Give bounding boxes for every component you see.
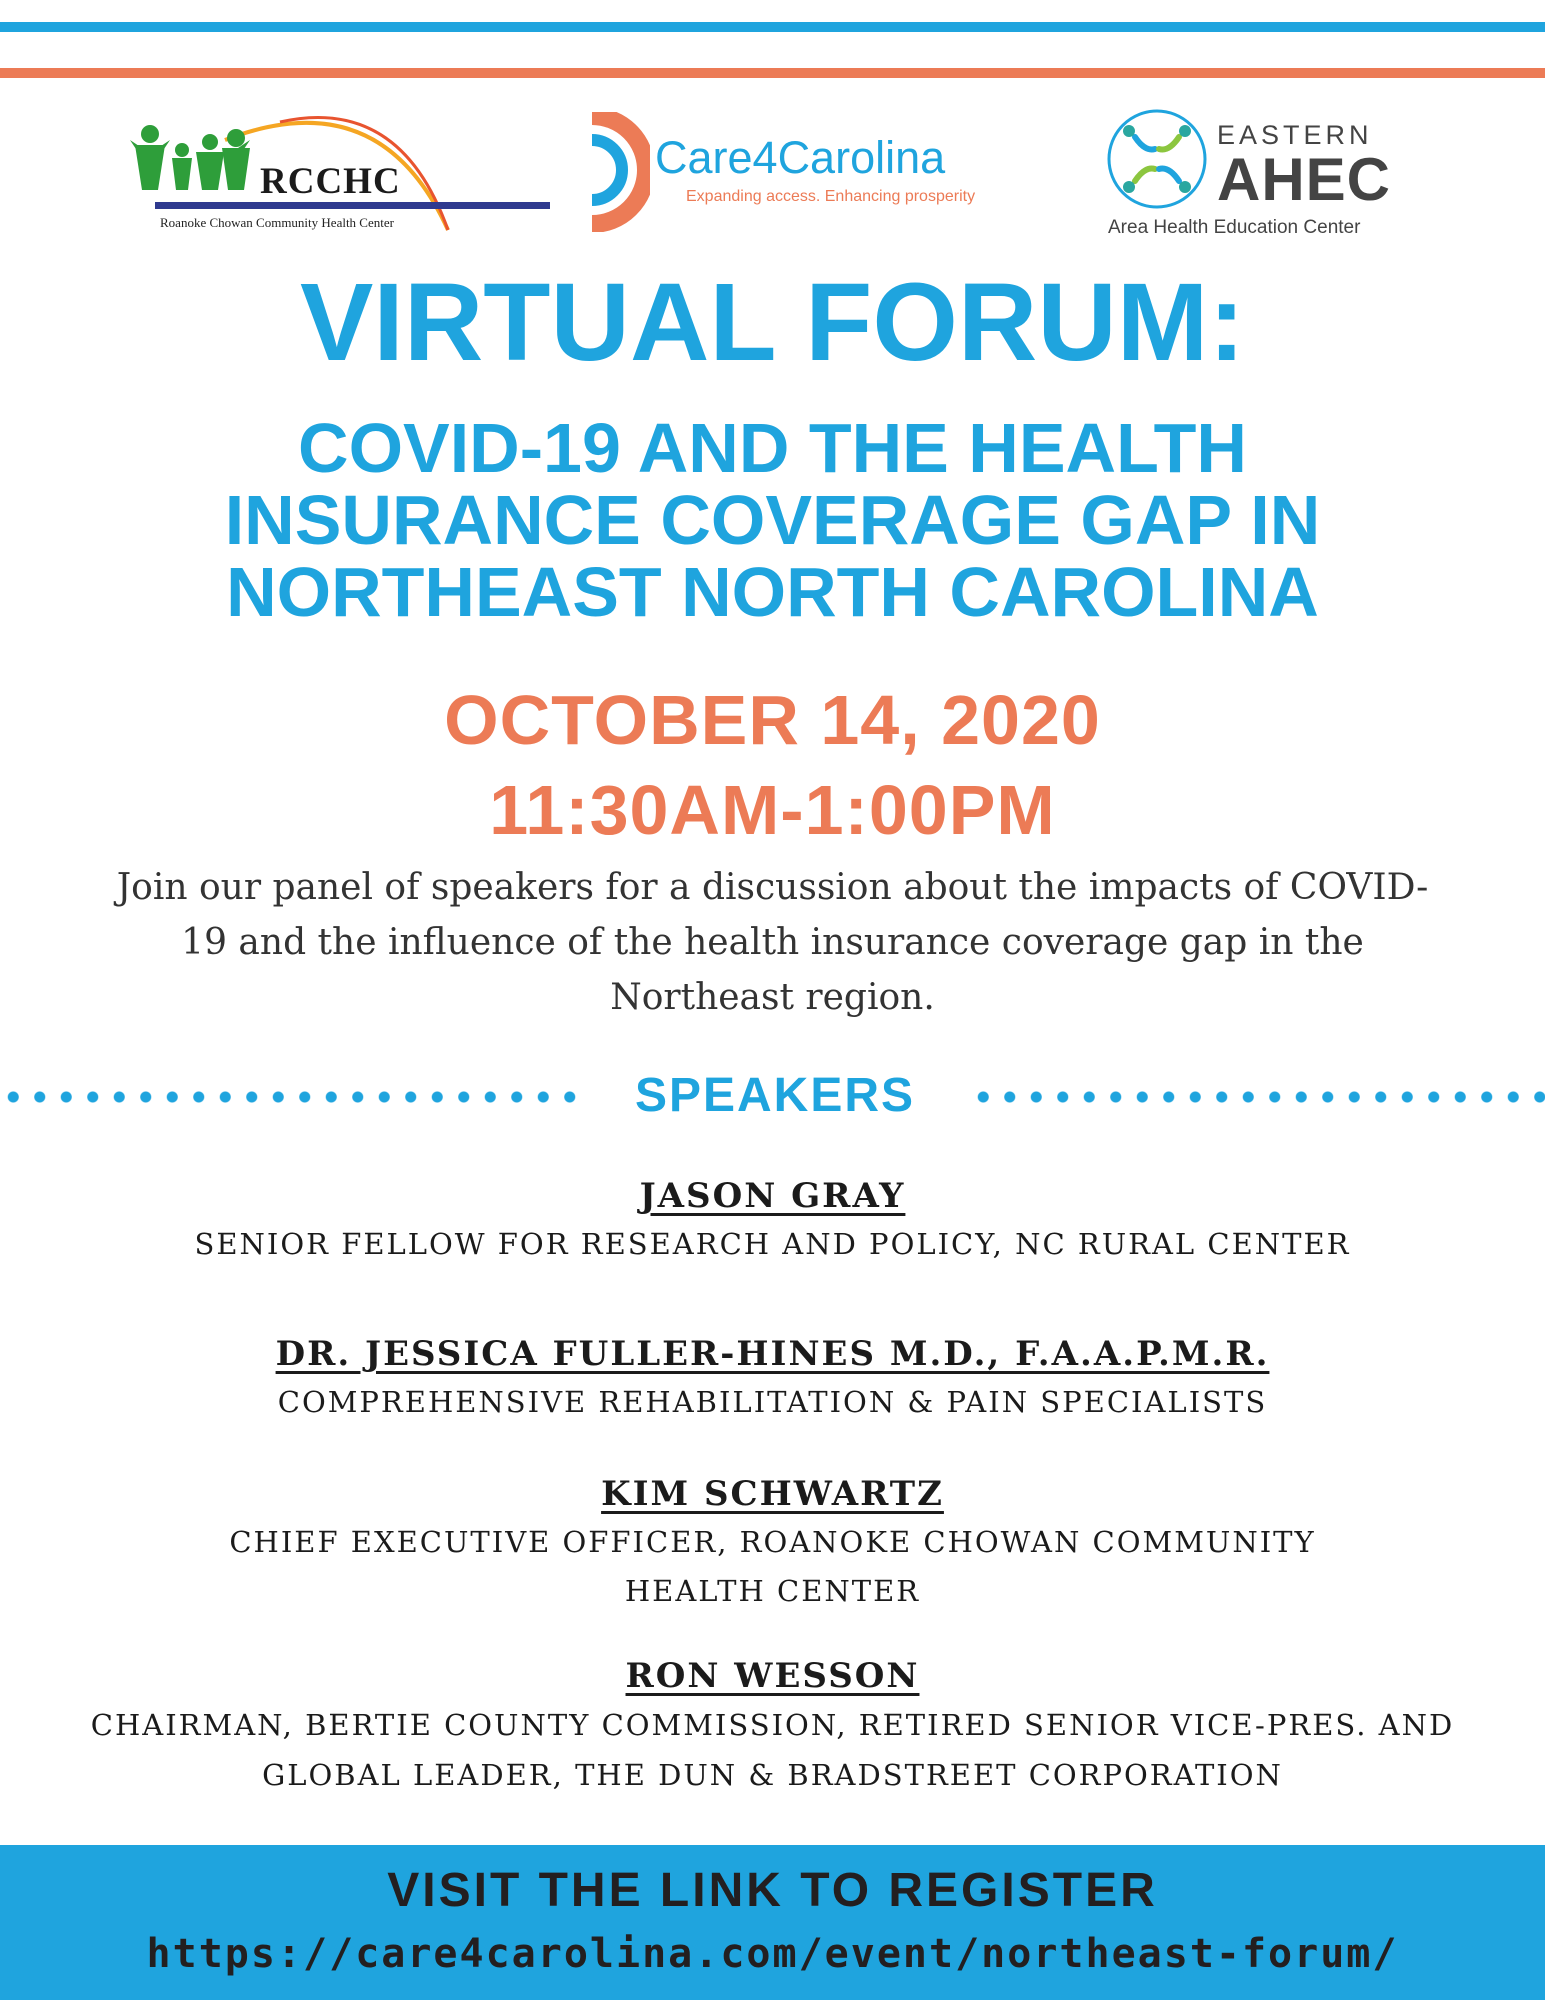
ahec-subtitle: Area Health Education Center: [1108, 217, 1361, 238]
speaker-block: [60, 1652, 1485, 1800]
dotted-divider-right: [970, 1090, 1545, 1104]
speaker-block: [60, 1172, 1485, 1269]
event-subtitle: COVID-19 AND THE HEALTH INSURANCE COVERAGE GAP IN NORTHEAST NORTH CAROLINA: [224, 409, 1321, 631]
speaker-role: CHAIRMAN, BERTIE COUNTY COMMISSION, RETIRED SENIOR VICE-PRES. AND GLOBAL LEADER, THE DUN & BRADSTREET CORPORATION: [90, 1708, 1455, 1792]
event-time: 11:30AM-1:00PM: [489, 771, 1056, 849]
top-blue-rule: [0, 22, 1545, 32]
register-cta: VISIT THE LINK TO REGISTER: [387, 1864, 1158, 1917]
ahec-name: AHEC: [1217, 146, 1392, 213]
rcchc-logo: [130, 100, 460, 240]
speaker-block: [60, 1470, 1485, 1616]
speaker-role: CHIEF EXECUTIVE OFFICER, ROANOKE CHOWAN COMMUNITY HEALTH CENTER: [229, 1525, 1316, 1608]
speaker-name: RON WESSON: [625, 1656, 920, 1696]
speaker-name: KIM SCHWARTZ: [601, 1474, 944, 1514]
speakers-heading: SPEAKERS: [634, 1069, 916, 1122]
eastern-ahec-logo: [1100, 105, 1400, 245]
ahec-eastern-text: EASTERN: [1217, 120, 1373, 150]
register-footer: [0, 1845, 1545, 2000]
rcchc-underline: [155, 202, 550, 209]
care4carolina-tagline: Expanding access. Enhancing prosperity: [686, 188, 976, 205]
event-description: Join our panel of speakers for a discussion about the impacts of COVID-19 and the influence of the health insurance coverage gap in the Northeast region.: [116, 867, 1429, 1018]
register-link[interactable]: https://care4carolina.com/event/northeast-forum/: [146, 1931, 1399, 1977]
care4carolina-c-icon: [590, 112, 650, 232]
speaker-role: SENIOR FELLOW FOR RESEARCH AND POLICY, NC RURAL CENTER: [194, 1227, 1351, 1261]
speaker-role: COMPREHENSIVE REHABILITATION & PAIN SPECIALISTS: [277, 1385, 1268, 1419]
rcchc-name: RCCHC: [260, 161, 401, 202]
dotted-divider-left: [0, 1090, 580, 1104]
rcchc-subtitle: Roanoke Chowan Community Health Center: [160, 215, 394, 230]
speaker-block: [60, 1330, 1485, 1427]
speaker-name: DR. JESSICA FULLER-HINES M.D., F.A.A.P.M.R.: [275, 1334, 1270, 1374]
page-title: VIRTUAL FORUM:: [299, 261, 1246, 384]
speaker-name: JASON GRAY: [639, 1176, 906, 1216]
top-orange-rule: [0, 68, 1545, 78]
event-date: OCTOBER 14, 2020: [444, 681, 1101, 759]
care4carolina-name: Care4Carolina: [655, 132, 946, 183]
ahec-emblem-icon: [1105, 107, 1209, 211]
care4carolina-logo: [590, 112, 976, 232]
